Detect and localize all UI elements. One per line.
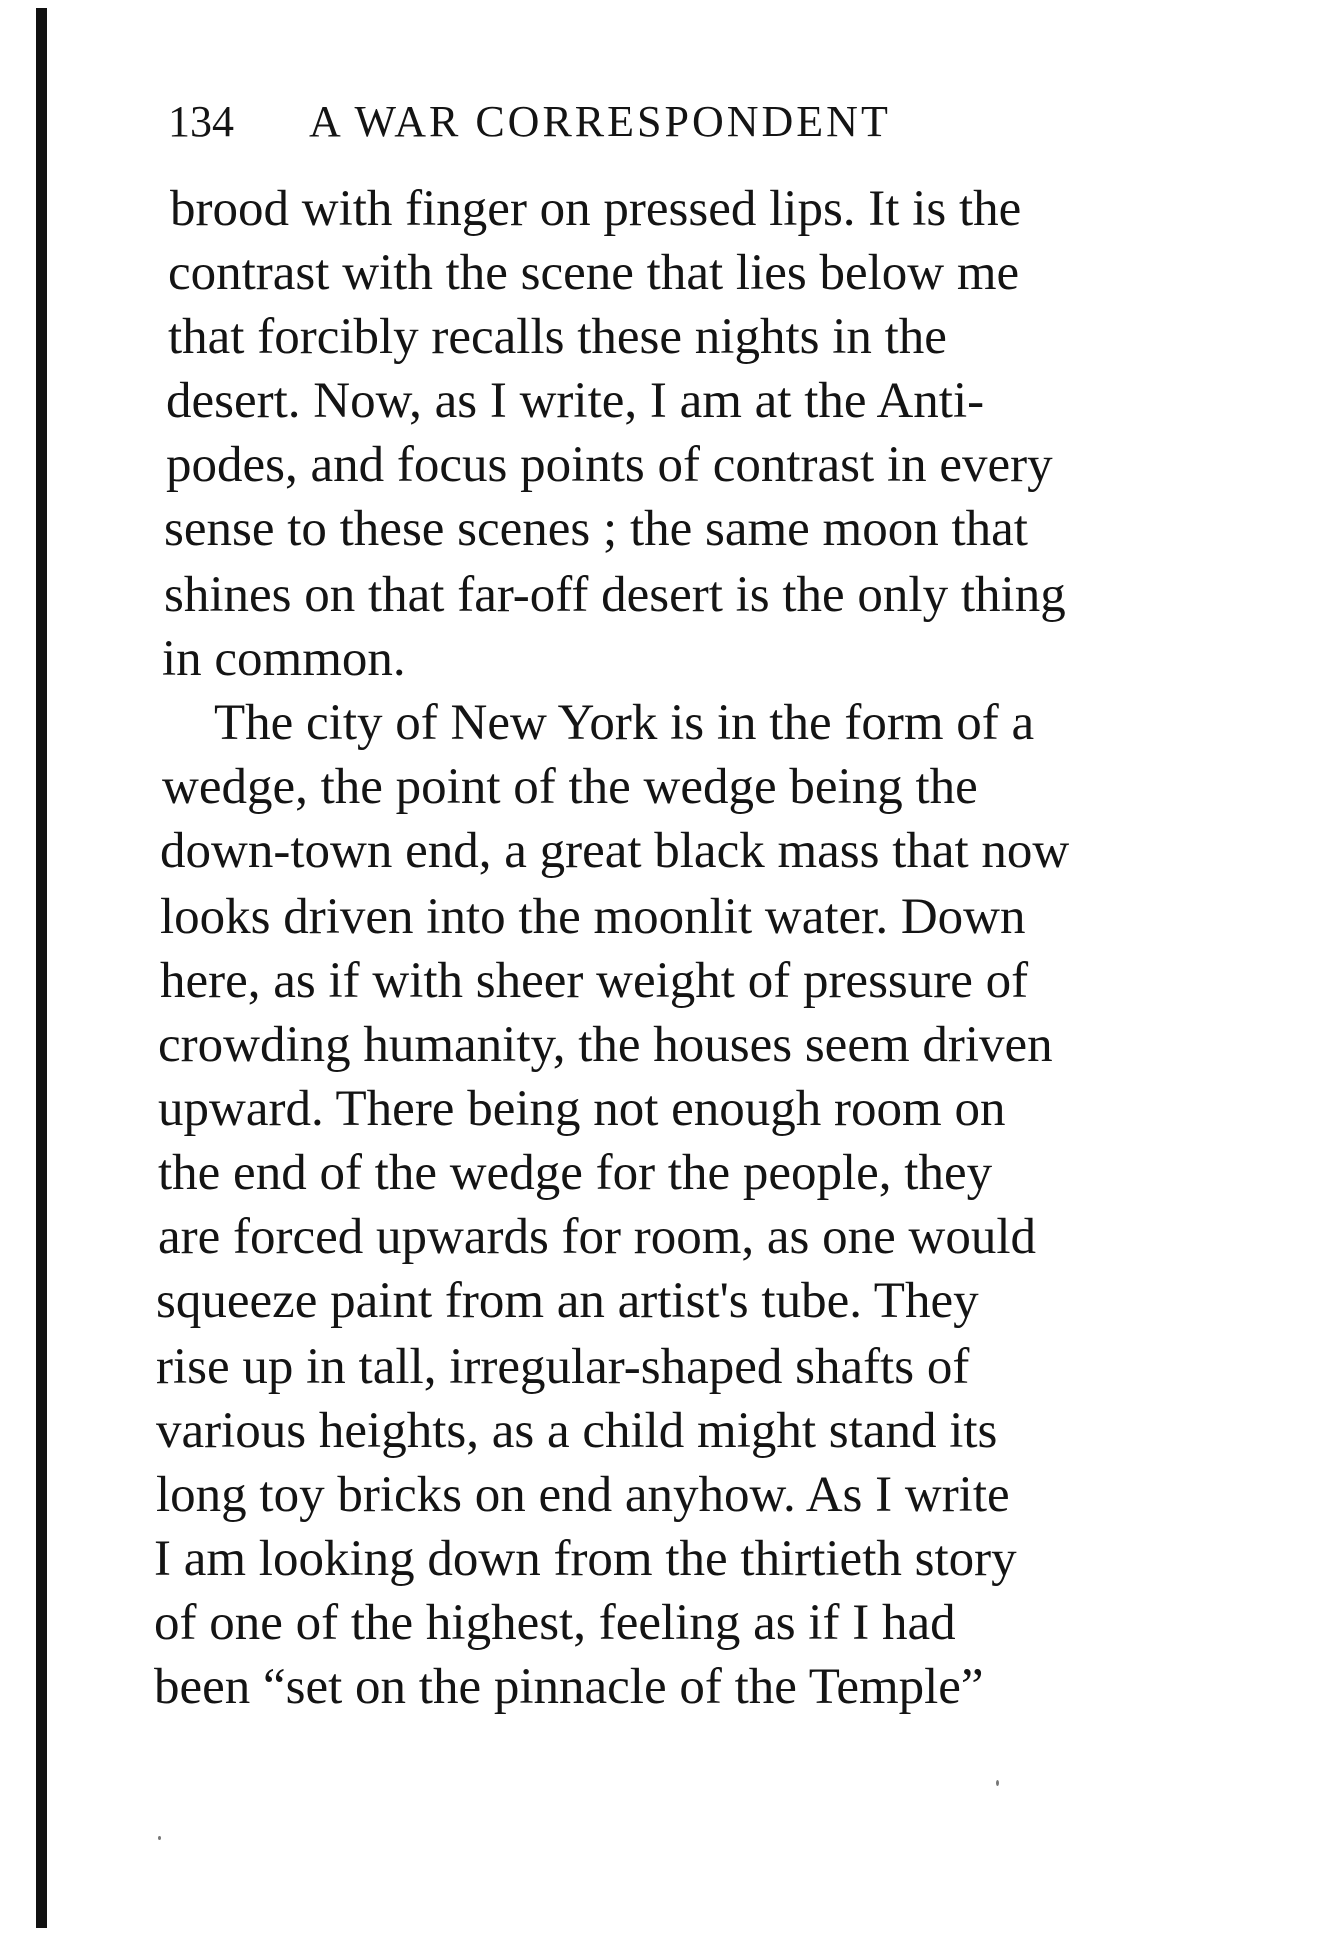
text-line: rise up in tall, irregular-shaped shafts of (156, 1339, 970, 1395)
text-line: here, as if with sheer weight of pressure of (160, 953, 1029, 1009)
text-line: upward. There being not enough room on (158, 1081, 1006, 1137)
text-line: are forced upwards for room, as one would (158, 1209, 1037, 1265)
text-line: that forcibly recalls these nights in the (168, 309, 947, 365)
text-line: of one of the highest, feeling as if I had (154, 1595, 956, 1651)
text-line: down-town end, a great black mass that now (160, 823, 1070, 879)
text-line: long toy bricks on end anyhow. As I write (156, 1467, 1010, 1523)
text-line: the end of the wedge for the people, they (158, 1145, 993, 1201)
stray-mark (158, 1836, 161, 1840)
page-number: 134 (168, 97, 234, 146)
text-line: I am looking down from the thirtieth story (154, 1531, 1017, 1587)
text-line: The city of New York is in the form of a (214, 695, 1035, 751)
text-line: shines on that far-off desert is the only thing (164, 567, 1066, 623)
text-line: been “set on the pinnacle of the Temple” (154, 1659, 984, 1715)
page-header (168, 92, 1128, 152)
text-line: brood with finger on pressed lips. It is the (170, 181, 1022, 237)
stray-mark (996, 1780, 999, 1786)
text-line: crowding humanity, the houses seem driven (158, 1017, 1053, 1073)
text-line: sense to these scenes ; the same moon that (164, 501, 1028, 557)
binding-edge (36, 8, 47, 1928)
text-line: podes, and focus points of contrast in every (166, 437, 1053, 493)
running-title: A WAR CORRESPONDENT (309, 97, 891, 146)
text-line: wedge, the point of the wedge being the (162, 759, 978, 815)
text-line: looks driven into the moonlit water. Down (160, 889, 1026, 945)
text-line: squeeze paint from an artist's tube. They (156, 1273, 979, 1329)
text-line: contrast with the scene that lies below me (168, 245, 1020, 301)
text-line: desert. Now, as I write, I am at the Anti- (166, 373, 985, 429)
text-line: in common. (162, 631, 406, 687)
text-line: various heights, as a child might stand its (156, 1403, 998, 1459)
